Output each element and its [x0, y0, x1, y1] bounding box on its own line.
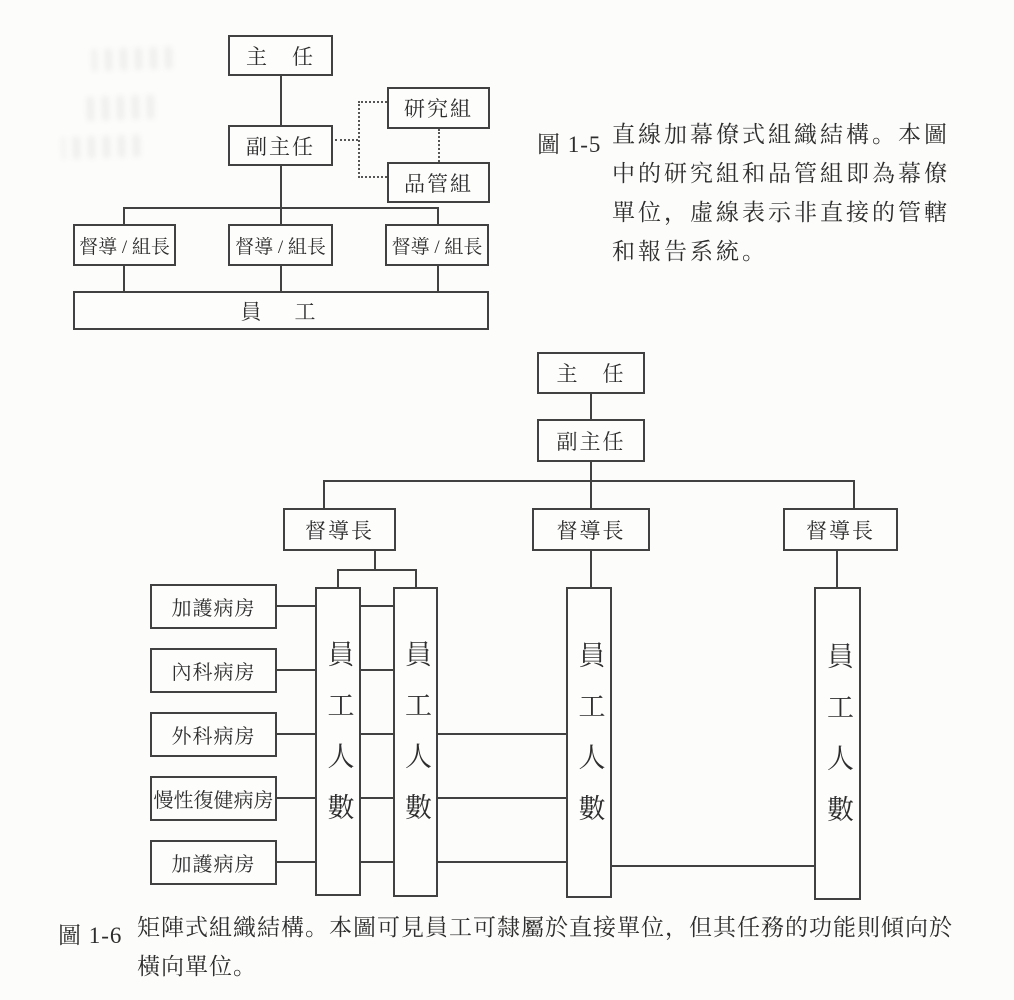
connector-line [323, 480, 855, 482]
figure-1-6-caption [137, 908, 953, 986]
node-director-top: 主 任 [228, 35, 333, 76]
caption-line: 橫向單位。 [137, 954, 257, 979]
row-connector [438, 861, 566, 863]
row-connector [438, 797, 566, 799]
connector-line [280, 166, 282, 224]
bleed-through-mark [62, 135, 141, 160]
connector-line [437, 207, 439, 224]
connector-line [123, 266, 125, 291]
node-supervisor-2: 督導 / 組長 [228, 224, 333, 266]
staff-count-text: 員工人數 [323, 639, 354, 844]
staff-count-text: 員工人數 [401, 640, 431, 844]
connector-line [590, 551, 592, 587]
staff-count-text: 員工人數 [574, 640, 605, 845]
row-connector [277, 605, 315, 607]
node-quality-group: 品管組 [387, 162, 490, 203]
node-staff-count-2 [393, 587, 438, 897]
dotted-connector [358, 101, 360, 178]
node-ward-2: 內科病房 [150, 648, 277, 693]
figure-1-5-label: 圖 1-5 [537, 132, 602, 157]
connector-line [590, 394, 592, 419]
figure-1-6-label: 圖 1-6 [58, 923, 123, 948]
connector-line [123, 207, 439, 209]
connector-line [337, 569, 417, 571]
connector-line [323, 480, 325, 508]
node-staff-count-4 [814, 587, 861, 900]
row-connector [612, 865, 814, 867]
node-ward-4: 慢性復健病房 [150, 776, 277, 821]
connector-line [337, 569, 339, 587]
node-chief-2: 督導長 [532, 508, 650, 551]
connector-line [437, 266, 439, 291]
node-chief-3: 督導長 [783, 508, 898, 551]
row-connector [277, 733, 315, 735]
bleed-through-mark [92, 47, 173, 72]
caption-line: 矩陣式組織結構。本圖可見員工可隸屬於直接單位，但其任務的功能則傾向於 [137, 915, 953, 940]
connector-line [836, 551, 838, 587]
node-deputy-top: 副主任 [228, 125, 333, 166]
node-deputy-bottom: 副主任 [537, 419, 645, 462]
connector-line [280, 266, 282, 291]
node-staff-count-3 [566, 587, 612, 898]
row-connector [361, 669, 393, 671]
connector-line [590, 462, 592, 508]
bleed-through-mark [82, 95, 155, 121]
connector-line [374, 551, 376, 571]
row-connector [361, 861, 393, 863]
row-connector [277, 797, 315, 799]
row-connector [438, 733, 566, 735]
row-connector [361, 797, 393, 799]
connector-line [853, 480, 855, 508]
node-staff: 員 工 [73, 291, 489, 330]
row-connector [277, 669, 315, 671]
dotted-connector [335, 139, 358, 141]
node-director-bottom: 主 任 [537, 352, 645, 394]
dotted-connector [438, 129, 440, 162]
dotted-connector [358, 176, 387, 178]
staff-count-text: 員工人數 [823, 641, 853, 846]
node-ward-3: 外科病房 [150, 712, 277, 757]
figure-1-5-caption [612, 115, 950, 271]
row-connector [361, 605, 393, 607]
node-supervisor-1: 督導 / 組長 [73, 224, 176, 266]
node-ward-1: 加護病房 [150, 584, 277, 629]
connector-line [123, 207, 125, 224]
node-staff-count-1 [315, 587, 361, 896]
caption-line: 直線加幕僚式組織結構。本圖 [612, 122, 950, 147]
caption-line: 中的研究組和品管組即為幕僚 [612, 161, 950, 186]
connector-line [280, 76, 282, 125]
row-connector [361, 733, 393, 735]
node-chief-1: 督導長 [283, 508, 396, 551]
node-ward-5: 加護病房 [150, 840, 277, 885]
caption-line: 和報告系統。 [612, 239, 768, 264]
row-connector [277, 861, 315, 863]
caption-line: 單位，虛線表示非直接的管轄 [612, 200, 950, 225]
node-supervisor-3: 督導 / 組長 [385, 224, 489, 266]
dotted-connector [358, 101, 387, 103]
node-research-group: 研究組 [387, 87, 490, 129]
connector-line [415, 569, 417, 587]
